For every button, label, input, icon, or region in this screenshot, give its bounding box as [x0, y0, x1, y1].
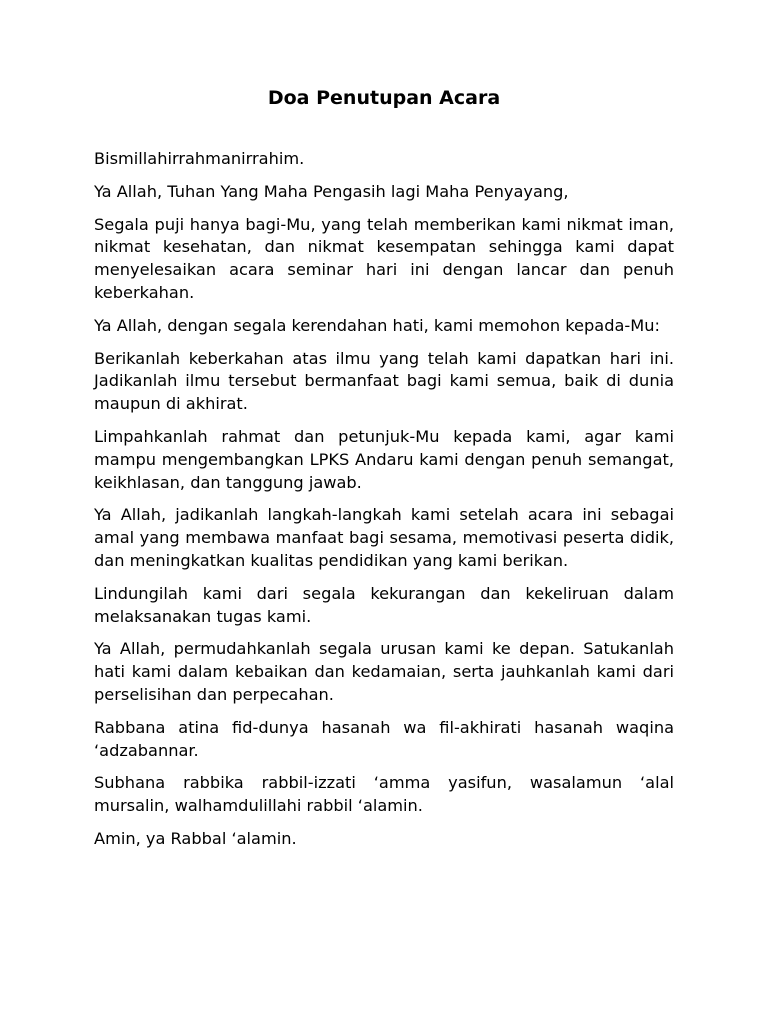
paragraph-praise: Segala puji hanya bagi-Mu, yang telah memberikan kami nikmat iman, nikmat kesehatan, dan nikmat kesempatan sehingga kami dapat menyelesaikan acara seminar hari ini dengan lancar dan penuh keberkahan.	[94, 214, 674, 302]
paragraph-knowledge-blessing: Berikanlah keberkahan atas ilmu yang telah kami dapatkan hari ini. Jadikanlah ilmu tersebut bermanfaat bagi kami semua, baik di dunia maupun di akhirat.	[94, 348, 674, 414]
paragraph-basmalah: Bismillahirrahmanirrahim.	[94, 149, 305, 168]
paragraph-protection: Lindungilah kami dari segala kekurangan dan kekeliruan dalam melaksanakan tugas kami.	[94, 583, 674, 626]
paragraph-ease-affairs: Ya Allah, permudahkanlah segala urusan kami ke depan. Satukanlah hati kami dalam kebaikan dan kedamaian, serta jauhkanlah kami dari perselisihan dan perpecahan.	[94, 639, 674, 704]
paragraph-rabbana: Rabbana atina fid-dunya hasanah wa fil-akhirati hasanah waqina ‘adzabannar.	[94, 717, 674, 760]
paragraph-mercy-guidance: Limpahkanlah rahmat dan petunjuk-Mu kepada kami, agar kami mampu mengembangkan LPKS Andaru kami dengan penuh semangat, keikhlasan, dan tanggung jawab.	[94, 426, 674, 492]
paragraph-good-deeds: Ya Allah, jadikanlah langkah-langkah kami setelah acara ini sebagai amal yang membawa manfaat bagi sesama, memotivasi peserta didik, dan meningkatkan kualitas pendidikan yang kami berikan.	[94, 505, 674, 570]
document-title: Doa Penutupan Acara	[267, 87, 501, 109]
paragraph-amin: Amin, ya Rabbal ‘alamin.	[94, 828, 297, 848]
paragraph-opening-address: Ya Allah, Tuhan Yang Maha Pengasih lagi Maha Penyayang,	[94, 181, 569, 201]
paragraph-subhana: Subhana rabbika rabbil-izzati ‘amma yasifun, wasalamun ‘alal mursalin, walhamdulillahi rabbil ‘alamin.	[94, 773, 674, 816]
paragraph-supplication-intro: Ya Allah, dengan segala kerendahan hati, kami memohon kepada-Mu:	[94, 315, 660, 335]
